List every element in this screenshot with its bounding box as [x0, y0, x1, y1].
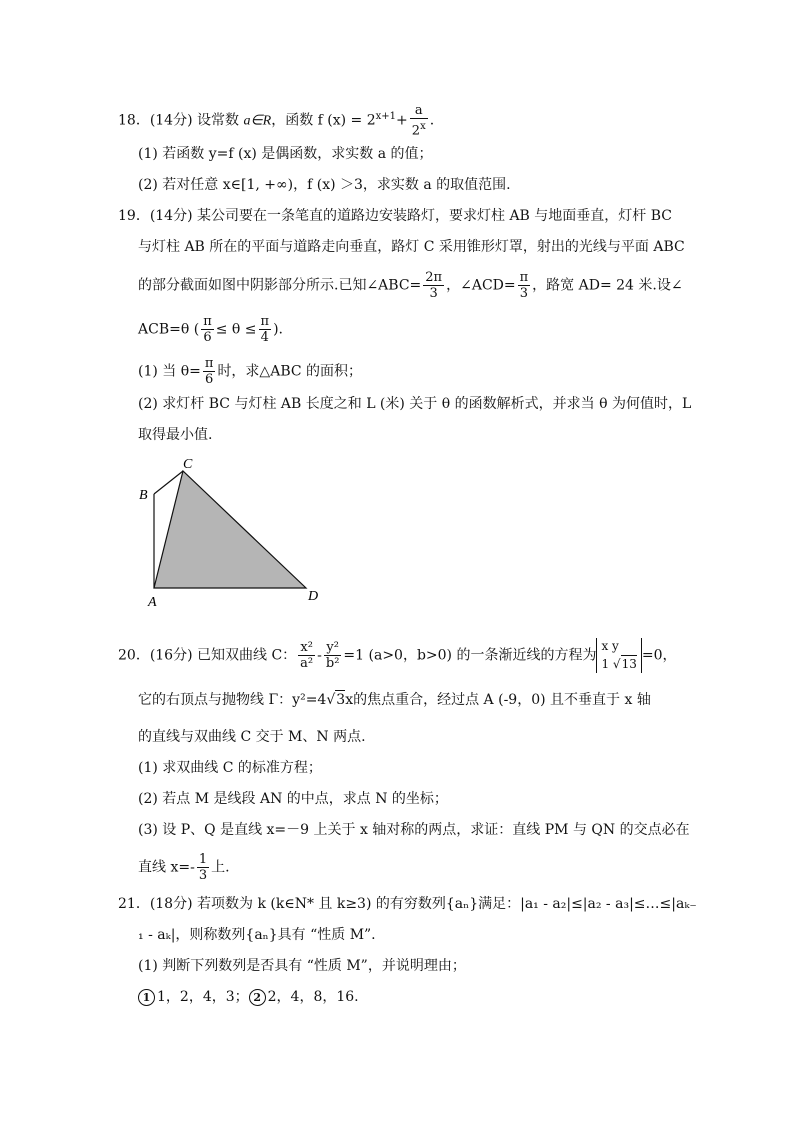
q18-stem: 18．(14分) 设常数 a∈R，函数 f $(x) = 2^{x+1}+$ $\frac{a}{2^x}$ .	[118, 103, 435, 139]
q21-sequences: 1 1，2，4，3； 2 2，4，8，16.	[138, 988, 359, 1006]
q20-part3: (3) 设 P、Q 是直线 x=－9 上关于 x 轴对称的两点，求证：直线 PM 与 QN 的交点必在	[138, 822, 690, 838]
q19-line2: 与灯柱 AB 所在的平面与道路走向垂直，路灯 C 采用锥形灯罩，射出的光线与平面 ABC	[138, 239, 685, 255]
q21-line2: ₁ - aₖ|，则称数列{aₙ}具有 “性质 M”.	[138, 927, 376, 943]
label-b: B	[139, 488, 148, 503]
q18-fraction: $\frac{a}{2^x}$	[411, 103, 426, 139]
label-c: C	[183, 457, 193, 472]
q20-part2: (2) 若点 M 是线段 AN 的中点，求点 N 的坐标；	[138, 791, 448, 807]
determinant: x y 1 √13	[596, 638, 641, 673]
q20-line2: 它的右顶点与抛物线 Γ：y²=4√3x的焦点重合，经过点 A (-9，0) 且不垂直于 x 轴	[138, 692, 651, 708]
triangle-figure	[130, 452, 330, 612]
q21-part1: (1) 判断下列数列是否具有 “性质 M”，并说明理由；	[138, 958, 466, 974]
q19-line1: 19．(14分) 某公司要在一条笔直的道路边安装路灯，要求灯柱 AB 与地面垂直，灯杆 BC	[118, 208, 673, 224]
q20-line1: 20．(16分) 已知双曲线 C： $\frac{\text{x²}}{\text{a²}}$ - $\frac{\text{y²}}{\text{b²}}$ =1 (a>0，b>0) 的一条渐近线的方程为x y 1 √13=0，	[118, 639, 677, 671]
q18-part2: (2) 若对任意 x∈[1, +∞)，f (x) ＞3，求实数 a 的取值范围.	[138, 177, 511, 193]
q20-part3-cont: 直线 x=- $\frac{1}{3}$ 上.	[138, 852, 230, 883]
q18-part1: (1) 若函数 y=f (x) 是偶函数，求实数 a 的值；	[138, 146, 433, 162]
shaded-triangle-acd	[154, 471, 306, 588]
circled-number-2: 2	[249, 989, 266, 1006]
circled-number-1: 1	[138, 989, 155, 1006]
q19-line3: 的部分截面如图中阴影部分所示.已知∠ABC= $\frac{2\pi}{3}$ ，∠ACD= $\frac{\pi}{3}$ ，路宽 AD= 24 米.设∠	[138, 270, 683, 301]
q19-line4: ACB=θ ( $\frac{\pi}{6}$ ≤ θ ≤ $\frac{\pi}{4}$ ).	[138, 314, 283, 345]
q19-part1: (1) 当 θ= $\frac{\pi}{6}$ 时，求△ABC 的面积；	[138, 356, 363, 387]
q19-part2-cont: 取得最小值.	[138, 427, 213, 443]
label-d: D	[308, 589, 319, 604]
q19-part2: (2) 求灯杆 BC 与灯柱 AB 长度之和 L (米) 关于 θ 的函数解析式，并求当 θ 为何值时，L	[138, 396, 692, 412]
q20-part1: (1) 求双曲线 C 的标准方程；	[138, 760, 322, 776]
q20-line3: 的直线与双曲线 C 交于 M、N 两点.	[138, 729, 366, 745]
q21-line1: 21．(18分) 若项数为 k (k∈N* 且 k≥3) 的有穷数列{aₙ}满足：|a₁ - a₂|≤|a₂ - a₃|≤…≤|aₖ₋	[118, 896, 697, 912]
label-a: A	[148, 595, 157, 610]
